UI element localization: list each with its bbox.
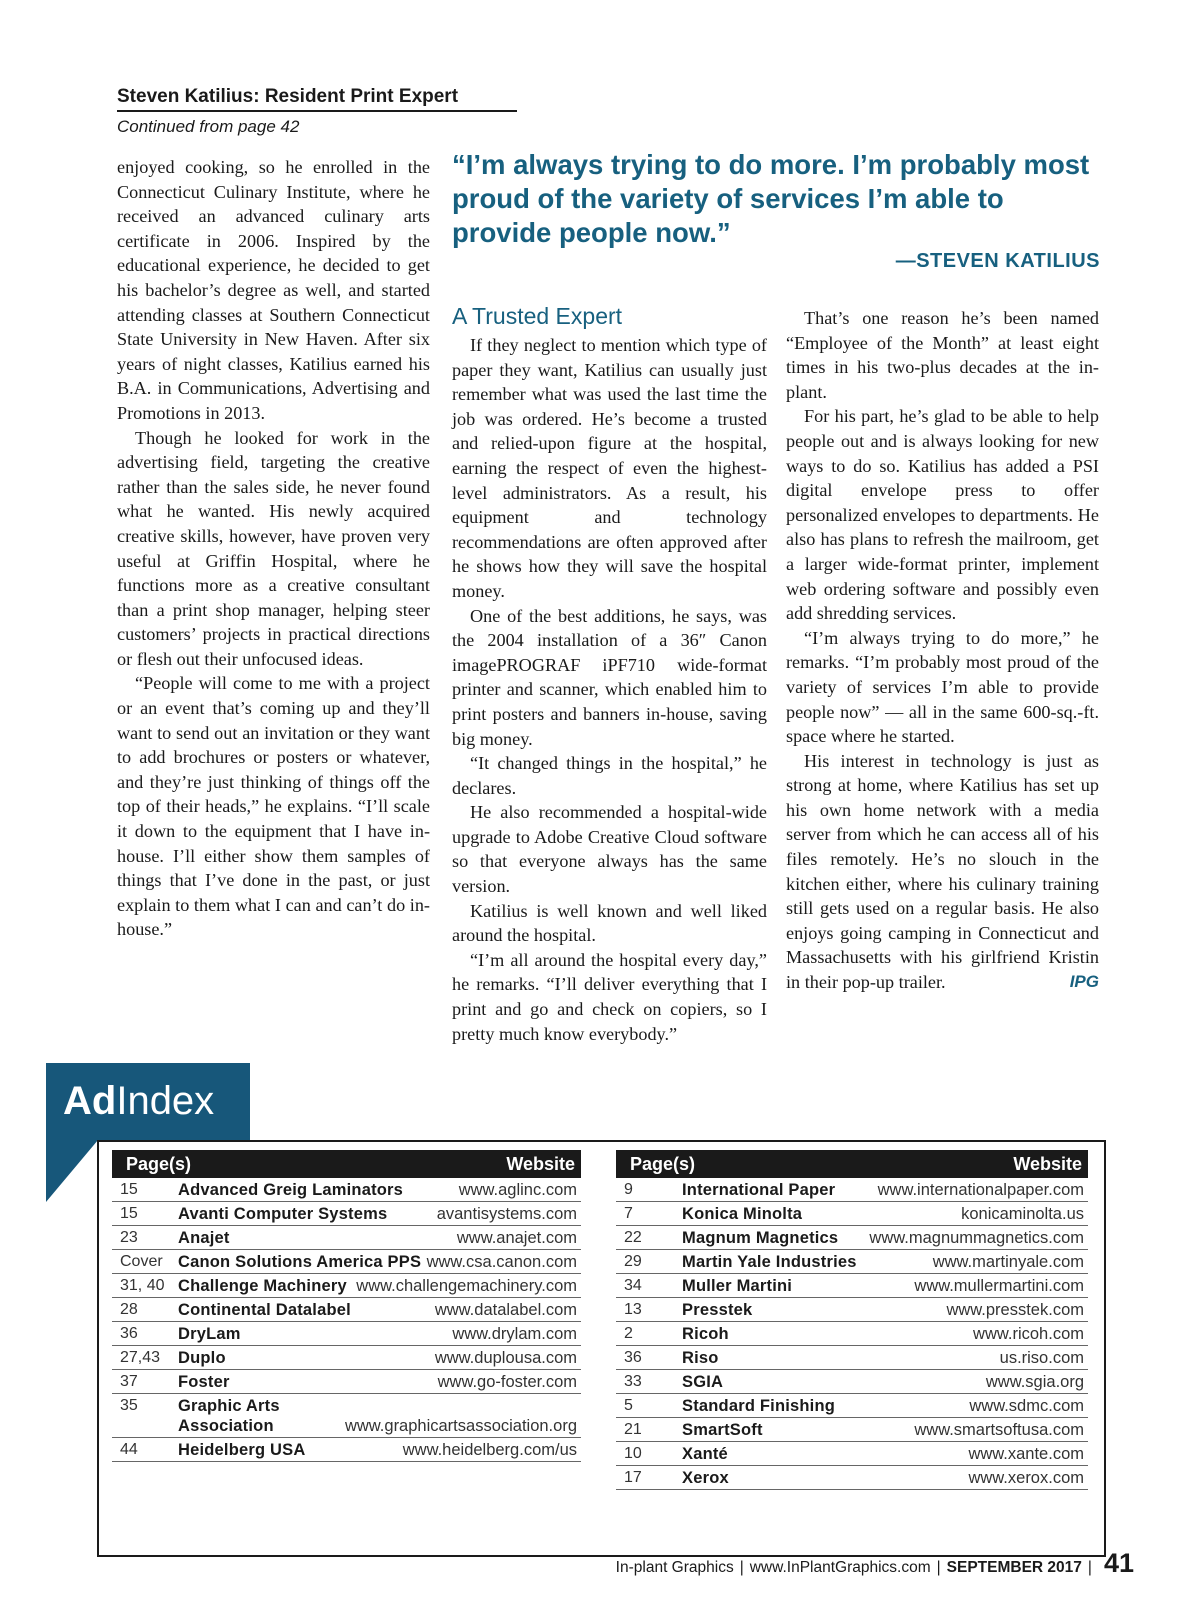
ad-company: Continental Datalabel xyxy=(178,1301,351,1319)
ad-index-title xyxy=(46,1063,250,1140)
paragraph: That’s one reason he’s been named “Employee of the Month” at least eight times in his two-plus decades at the in-plant. xyxy=(786,308,1099,402)
ad-website-link[interactable]: konicaminolta.us xyxy=(961,1205,1084,1223)
ad-website-link[interactable]: www.drylam.com xyxy=(452,1325,577,1343)
ad-website-link[interactable]: www.go-foster.com xyxy=(437,1373,577,1391)
ad-company: Konica Minolta xyxy=(682,1205,803,1223)
ad-website-link[interactable]: www.internationalpaper.com xyxy=(877,1181,1084,1199)
ad-page: 22 xyxy=(624,1229,642,1246)
ad-index-title-bold: Ad xyxy=(63,1079,117,1123)
table-row xyxy=(616,1298,1088,1322)
ad-page: 27,43 xyxy=(120,1349,161,1366)
ad-company: Ricoh xyxy=(682,1325,729,1343)
table-row xyxy=(616,1442,1088,1466)
footer-url: www.InPlantGraphics.com xyxy=(749,1559,931,1576)
table-row xyxy=(616,1466,1088,1490)
table-row xyxy=(112,1370,581,1394)
ad-company: SGIA xyxy=(682,1373,724,1391)
table-row xyxy=(616,1274,1088,1298)
ad-page: 37 xyxy=(120,1373,138,1390)
ad-website-link[interactable]: www.martinyale.com xyxy=(932,1253,1084,1271)
ad-company: Anajet xyxy=(178,1229,230,1247)
table-row xyxy=(616,1394,1088,1418)
end-mark: IPG xyxy=(1069,972,1099,992)
table-row xyxy=(616,1178,1088,1202)
ad-website-link[interactable]: www.xante.com xyxy=(968,1445,1084,1463)
table-row xyxy=(616,1250,1088,1274)
ad-page: 13 xyxy=(624,1301,642,1318)
pull-quote-attribution: —STEVEN KATILIUS xyxy=(895,250,1100,272)
ad-index-table-left xyxy=(112,1150,581,1462)
paragraph: For his part, he’s glad to be able to help people out and is always looking for new ways to do so. Katilius has added a PSI digital envelope press to offer personalized envelopes to departments. He also has plans to refresh the mailroom, get a larger wide-format printer, implement web ordering software and possibly even add shredding services. xyxy=(786,406,1099,624)
ad-website-link[interactable]: avantisystems.com xyxy=(436,1205,577,1223)
table-row xyxy=(616,1322,1088,1346)
footer-separator: | xyxy=(1087,1559,1092,1576)
table-row xyxy=(112,1202,581,1226)
paragraph: He also recommended a hospital-wide upgrade to Adobe Creative Cloud software so that everyone always has the same version. xyxy=(452,802,767,897)
footer-separator: | xyxy=(936,1559,941,1576)
table-row xyxy=(112,1250,581,1274)
ad-website-link[interactable]: www.mullermartini.com xyxy=(914,1277,1084,1295)
ad-index-header xyxy=(616,1150,1088,1178)
table-row xyxy=(616,1202,1088,1226)
ad-company: Avanti Computer Systems xyxy=(178,1205,388,1223)
footer-separator: | xyxy=(739,1559,744,1576)
paragraph: Katilius is well known and well liked around the hospital. xyxy=(452,900,767,946)
paragraph: “I’m always trying to do more,” he remarks. “I’m probably most proud of the variety of services I’m able to provide people now” — all in the same 600-sq.-ft. space where he started. xyxy=(786,627,1099,747)
ad-page: 34 xyxy=(624,1277,642,1294)
ad-page: 36 xyxy=(624,1349,642,1366)
ad-company: International Paper xyxy=(682,1181,836,1199)
ad-company: Xerox xyxy=(682,1469,729,1487)
ad-page: 33 xyxy=(624,1373,642,1390)
ad-website-link[interactable]: www.sgia.org xyxy=(985,1373,1084,1391)
section-title: Steven Katilius: Resident Print Expert xyxy=(117,86,517,112)
ad-company: Advanced Greig Laminators xyxy=(178,1181,404,1199)
table-row xyxy=(112,1322,581,1346)
ad-page: 15 xyxy=(120,1205,138,1222)
table-row xyxy=(112,1346,581,1370)
subheading: A Trusted Expert xyxy=(452,303,623,329)
continued-note: Continued from page 42 xyxy=(117,117,300,136)
table-row xyxy=(112,1298,581,1322)
ad-company: Martin Yale Industries xyxy=(682,1253,857,1271)
ad-index-header xyxy=(112,1150,581,1178)
paragraph: Though he looked for work in the advertising field, targeting the creative rather than the sales side, he never found what he wanted. His newly acquired creative skills, however, have proven very useful at Griffin Hospital, where he functions more as a creative consultant than a print shop manager, helping steer customers’ projects in practical directions or flesh out their unfocused ideas. xyxy=(117,427,430,669)
article-column-1 xyxy=(117,155,430,942)
table-row xyxy=(616,1226,1088,1250)
header-pages: Page(s) xyxy=(126,1154,192,1174)
ad-page: 2 xyxy=(624,1325,633,1342)
ad-company: Magnum Magnetics xyxy=(682,1229,839,1247)
ad-company: Foster xyxy=(178,1373,230,1391)
ad-website-link[interactable]: www.graphicartsassociation.org xyxy=(344,1417,577,1435)
ad-index-title-light: Index xyxy=(116,1079,215,1123)
ad-page: 5 xyxy=(624,1397,633,1414)
ad-company: SmartSoft xyxy=(682,1421,763,1439)
ad-company: Standard Finishing xyxy=(682,1397,836,1415)
ad-page: 29 xyxy=(624,1253,642,1270)
page-footer xyxy=(616,1548,1134,1579)
ad-page: 23 xyxy=(120,1229,138,1246)
ad-page: 31, 40 xyxy=(120,1277,165,1294)
ad-website-link[interactable]: www.presstek.com xyxy=(946,1301,1084,1319)
ad-index-table-right xyxy=(616,1150,1088,1490)
ad-company: Presstek xyxy=(682,1301,753,1319)
pull-quote: “I’m always trying to do more. I’m probably most proud of the variety of services I’m able to provide people now.” xyxy=(452,149,1090,248)
ad-index-tab-corner xyxy=(46,1140,98,1202)
ad-website-link[interactable]: www.sdmc.com xyxy=(969,1397,1084,1415)
paragraph-text: His interest in technology is just as strong at home, where Katilius has set up his own home network with a media server from which he can access all of his files remotely. He’s no slouch in the kitchen either, where his culinary training still gets used on a regular basis. He also enjoys going camping in Connecticut and Massachusetts with his girlfriend Kristin in their pop-up trailer. xyxy=(786,750,1099,993)
page-number: 41 xyxy=(1103,1548,1134,1578)
ad-company: Canon Solutions America PPS xyxy=(178,1253,422,1271)
ad-company: Duplo xyxy=(178,1349,226,1367)
ad-company: Challenge Machinery xyxy=(178,1277,347,1295)
ad-website-link[interactable]: www.duplousa.com xyxy=(434,1349,577,1367)
ad-website-link[interactable]: www.magnummagnetics.com xyxy=(869,1229,1084,1247)
table-row xyxy=(112,1394,581,1438)
paragraph xyxy=(786,749,1099,995)
header-website: Website xyxy=(1013,1154,1082,1174)
ad-page: 21 xyxy=(624,1421,642,1438)
table-row xyxy=(112,1178,581,1202)
ad-page: 17 xyxy=(624,1469,642,1486)
ad-website-link[interactable]: www.anajet.com xyxy=(456,1229,577,1247)
ad-page: 10 xyxy=(624,1445,642,1462)
ad-website-link[interactable]: www.challengemachinery.com xyxy=(356,1277,577,1295)
header-website: Website xyxy=(506,1154,575,1174)
article-column-2 xyxy=(452,301,767,1046)
ad-website-link[interactable]: www.datalabel.com xyxy=(434,1301,577,1319)
ad-company: Heidelberg USA xyxy=(178,1441,306,1459)
ad-company: Muller Martini xyxy=(682,1277,793,1295)
paragraph: “People will come to me with a project or an event that’s coming up and they’ll want to send out an invitation or they want to add brochures or posters or whatever, and they’re just thinking of things off the top of their heads,” he explains. “I’ll scale it down to the equipment that I have in-house. I’ll either show them samples of things that I’ve done in the past, or just explain to them what I can and can’t do in-house.” xyxy=(117,673,430,940)
ad-website-link[interactable]: us.riso.com xyxy=(999,1349,1084,1367)
ad-page: Cover xyxy=(120,1253,163,1270)
paragraph: If they neglect to mention which type of paper they want, Katilius can usually just remember what was used the last time the job was ordered. He’s become a trusted and relied-upon figure at the hospital, earning the respect of even the highest-level administrators. As a result, his equipment and technology recommendations are often approved after he shows how they will save the hospital money. xyxy=(452,335,767,601)
ad-page: 35 xyxy=(120,1397,138,1414)
ad-company: Graphic Arts Association xyxy=(178,1397,280,1435)
ad-page: 9 xyxy=(624,1181,633,1198)
ad-page: 15 xyxy=(120,1181,138,1198)
table-row xyxy=(112,1274,581,1298)
header-pages: Page(s) xyxy=(630,1154,696,1174)
article-column-3 xyxy=(786,306,1099,995)
table-row xyxy=(616,1346,1088,1370)
paragraph: enjoyed cooking, so he enrolled in the Connecticut Culinary Institute, where he received an advanced culinary arts certificate in 2006. Inspired by the educational experience, he decided to get his bachelor’s degree as well, and started attending classes at Southern Connecticut State University in New Haven. After six years of night classes, Katilius earned his B.A. in Communications, Advertising and Promotions in 2013. xyxy=(117,157,430,423)
ad-page: 36 xyxy=(120,1325,138,1342)
ad-company: Riso xyxy=(682,1349,719,1367)
ad-page: 7 xyxy=(624,1205,633,1222)
ad-website-link[interactable]: www.xerox.com xyxy=(968,1469,1084,1487)
ad-company: Xanté xyxy=(682,1445,728,1463)
ad-website-link[interactable]: www.ricoh.com xyxy=(973,1325,1084,1343)
ad-website-link[interactable]: www.smartsoftusa.com xyxy=(914,1421,1084,1439)
ad-website-link[interactable]: www.csa.canon.com xyxy=(426,1253,577,1271)
ad-website-link[interactable]: www.heidelberg.com/us xyxy=(402,1441,577,1459)
ad-page: 28 xyxy=(120,1301,138,1318)
footer-publication: In-plant Graphics xyxy=(615,1559,734,1576)
table-row xyxy=(112,1226,581,1250)
paragraph: “It changed things in the hospital,” he declares. xyxy=(452,753,767,798)
paragraph: One of the best additions, he says, was the 2004 installation of a 36″ Canon imagePROGRAF iPF710 wide-format printer and scanner, which enabled him to print posters and banners in-house, saving big money. xyxy=(452,605,767,749)
ad-website-link[interactable]: www.aglinc.com xyxy=(458,1181,577,1199)
table-row xyxy=(616,1370,1088,1394)
ad-company: DryLam xyxy=(178,1325,241,1343)
footer-issue: SEPTEMBER 2017 xyxy=(946,1559,1082,1576)
ad-page: 44 xyxy=(120,1441,138,1458)
table-row xyxy=(112,1438,581,1462)
paragraph: “I’m all around the hospital every day,” he remarks. “I’ll deliver everything that I print and go and check on copiers, so I pretty much know everybody.” xyxy=(452,949,767,1044)
table-row xyxy=(616,1418,1088,1442)
